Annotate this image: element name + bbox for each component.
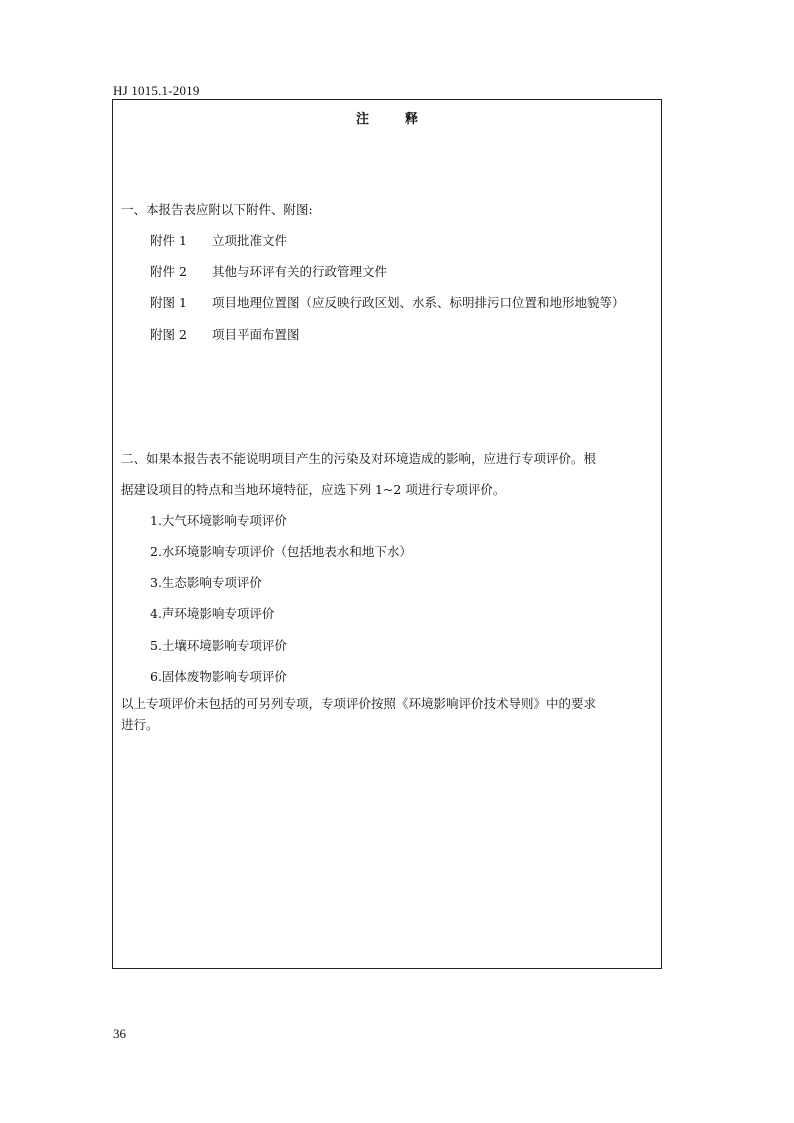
attachment-item xyxy=(150,264,387,280)
special-assessment-item: 6.固体废物影响专项评价 xyxy=(150,669,287,684)
document-code: HJ 1015.1-2019 xyxy=(113,83,200,98)
attachment-text: 项目平面布置图 xyxy=(212,327,300,342)
attachment-item xyxy=(150,233,287,249)
page-number: 36 xyxy=(113,1026,126,1041)
section-2-line-2: 据建设项目的特点和当地环境特征，应选下列 1~2 项进行专项评价。 xyxy=(121,482,506,497)
section-2-line-1: 二、如果本报告表不能说明项目产生的污染及对环境造成的影响，应进行专项评价。根 xyxy=(121,451,597,466)
attachment-label: 附图 1 xyxy=(150,295,187,310)
special-assessment-item: 5.土壤环境影响专项评价 xyxy=(150,638,287,653)
special-assessment-item: 4.声环境影响专项评价 xyxy=(150,606,275,621)
notes-title xyxy=(113,108,661,127)
notes-title-char-1: 注 xyxy=(355,112,369,127)
attachment-text: 立项批准文件 xyxy=(212,233,288,248)
attachment-text: 其他与环评有关的行政管理文件 xyxy=(212,264,388,279)
attachment-label: 附图 2 xyxy=(150,327,187,342)
attachment-label: 附件 2 xyxy=(150,264,187,279)
attachment-item xyxy=(150,327,300,343)
special-assessment-item: 1.大气环境影响专项评价 xyxy=(150,513,287,528)
attachment-item xyxy=(150,295,625,311)
special-assessment-item: 2.水环境影响专项评价（包括地表水和地下水） xyxy=(150,544,412,559)
notes-box xyxy=(112,99,662,969)
section-1-intro: 一、本报告表应附以下附件、附图: xyxy=(121,202,313,217)
closing-note-line-2: 进行。 xyxy=(121,717,159,732)
special-assessment-item: 3.生态影响专项评价 xyxy=(150,575,262,590)
notes-title-char-2: 释 xyxy=(405,112,419,127)
attachment-text: 项目地理位置图（应反映行政区划、水系、标明排污口位置和地形地貌等） xyxy=(212,295,625,310)
closing-note-line-1: 以上专项评价未包括的可另列专项，专项评价按照《环境影响评价技术导则》中的要求 xyxy=(121,696,597,711)
attachment-label: 附件 1 xyxy=(150,233,187,248)
